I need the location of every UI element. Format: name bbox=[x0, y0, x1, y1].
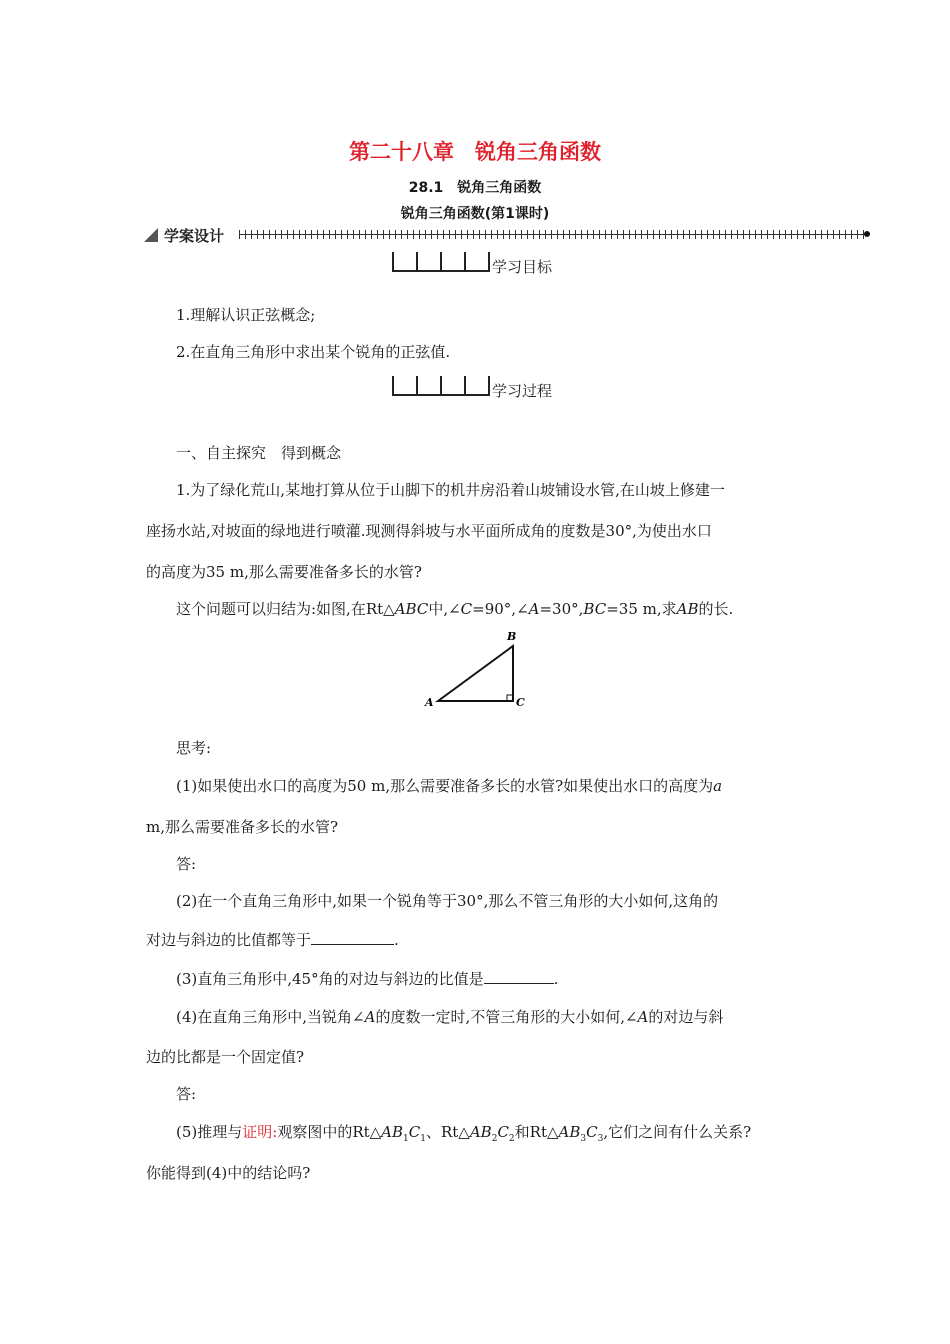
part1-heading: 一、自主探究 得到概念 bbox=[176, 444, 342, 462]
summary-line: 这个问题可以归结为:如图,在Rt△ABC中,∠C=90°,∠A=30°,BC=35 m,求AB的长. bbox=[176, 600, 734, 618]
problem-line: 座扬水站,对坡面的绿地进行喷灌.现测得斜坡与水平面所成角的度数是30°,为使出水口 bbox=[146, 522, 712, 540]
chapter-title: 第二十八章 锐角三角函数 bbox=[349, 140, 601, 164]
section-title: 28.1 锐角三角函数 bbox=[408, 180, 542, 196]
process-label: 学习过程 bbox=[492, 382, 553, 400]
answer-label: 答: bbox=[176, 1085, 197, 1103]
vertex-label-a: A bbox=[425, 696, 434, 709]
question-2: (2)在一个直角三角形中,如果一个锐角等于30°,那么不管三角形的大小如何,这角的 bbox=[176, 892, 719, 910]
vertex-label-b: B bbox=[507, 630, 517, 643]
banner-triangle-icon bbox=[144, 228, 158, 242]
question-4: (4)在直角三角形中,当锐角∠A的度数一定时,不管三角形的大小如何,∠A的对边与斜 bbox=[176, 1008, 724, 1026]
problem-line: 1.为了绿化荒山,某地打算从位于山脚下的机井房沿着山坡铺设水管,在山坡上修建一 bbox=[176, 481, 725, 499]
vertex-label-c: C bbox=[516, 696, 525, 709]
section-banner bbox=[144, 225, 870, 245]
banner-dot-icon bbox=[864, 231, 870, 237]
goals-label: 学习目标 bbox=[492, 258, 553, 276]
question-1-cont: m,那么需要准备多长的水管? bbox=[146, 818, 339, 836]
question-1: (1)如果使出水口的高度为50 m,那么需要准备多长的水管?如果使出水口的高度为a bbox=[176, 777, 723, 795]
goal-item: 2.在直角三角形中求出某个锐角的正弦值. bbox=[176, 343, 451, 361]
banner-line bbox=[239, 234, 870, 235]
answer-label: 答: bbox=[176, 855, 197, 873]
triangle-figure bbox=[420, 628, 530, 710]
answer-blank[interactable] bbox=[484, 969, 554, 984]
problem-line: 的高度为35 m,那么需要准备多长的水管? bbox=[146, 563, 422, 581]
triangle-shape bbox=[438, 646, 513, 701]
answer-blank[interactable] bbox=[311, 930, 394, 945]
banner-label: 学案设计 bbox=[164, 227, 225, 245]
question-3: (3)直角三角形中,45°角的对边与斜边的比值是 . bbox=[176, 970, 559, 988]
question-5-cont: 你能得到(4)中的结论吗? bbox=[146, 1164, 311, 1182]
think-label: 思考: bbox=[176, 739, 212, 757]
question-2-cont: 对边与斜边的比值都等于 . bbox=[146, 931, 399, 949]
question-5: (5)推理与证明:观察图中的$Rt\triangle AB_1C_1$、$Rt\triangle AB_2C_2$和$Rt\triangle AB_3C_3$,它们之间有什么关系? bbox=[176, 1123, 752, 1144]
goals-header bbox=[392, 252, 572, 274]
goal-item: 1.理解认识正弦概念; bbox=[176, 306, 316, 324]
question-4-cont: 边的比都是一个固定值? bbox=[146, 1048, 305, 1066]
process-header bbox=[392, 376, 572, 398]
proof-highlight: 证明: bbox=[242, 1123, 278, 1141]
lesson-title: 锐角三角函数(第1课时) bbox=[400, 206, 550, 222]
